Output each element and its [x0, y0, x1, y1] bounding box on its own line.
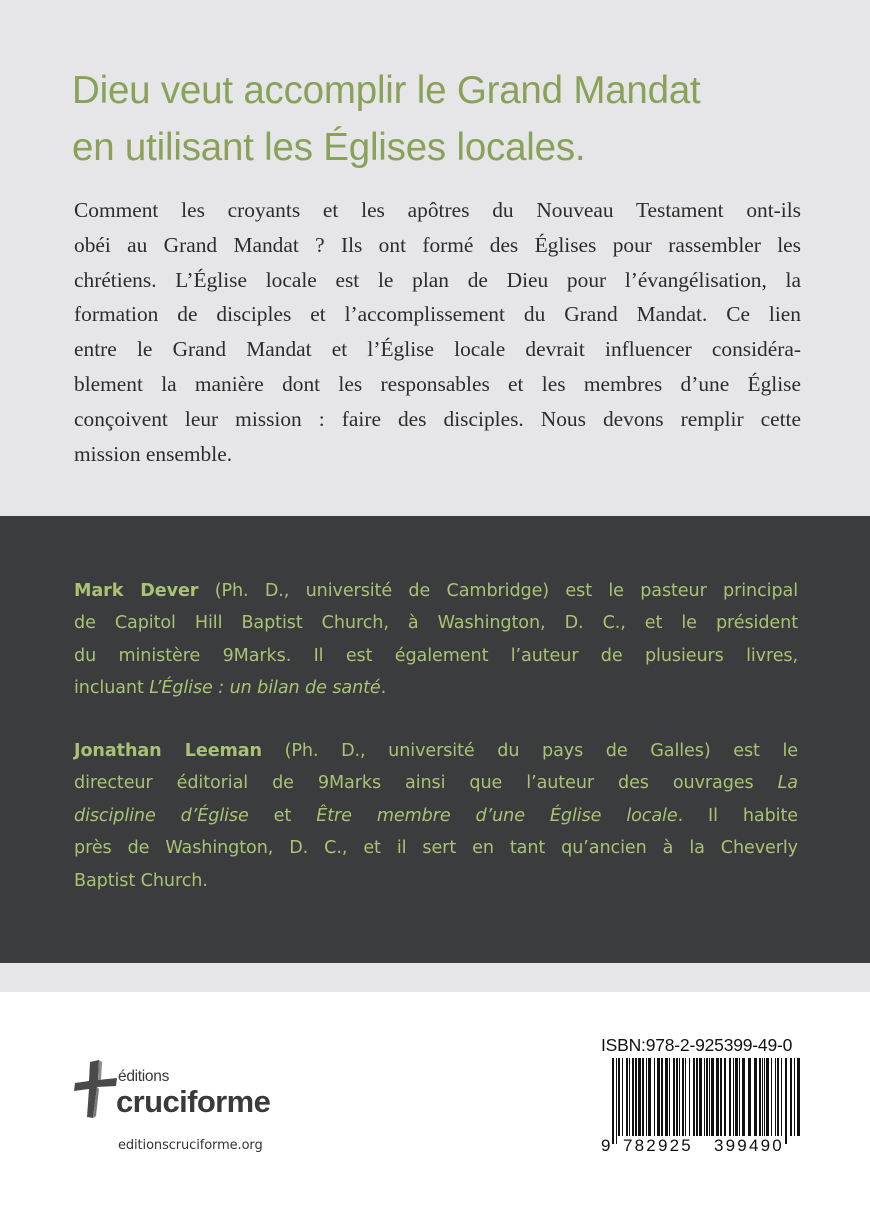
barcode-bar	[735, 1058, 738, 1136]
headline-line: Dieu veut accomplir le Grand Mandat	[72, 69, 701, 112]
barcode-bar	[716, 1058, 719, 1136]
barcode-bar	[682, 1058, 684, 1136]
logo-cruciforme-text: cruciforme	[116, 1084, 271, 1119]
barcode-bar	[657, 1058, 660, 1136]
barcode-bar	[618, 1058, 620, 1136]
barcode-bar	[616, 1058, 617, 1144]
description-line: blement la manière dont les responsables et les membres d’une Église	[74, 371, 801, 396]
cross-icon	[72, 1058, 120, 1120]
barcode-bar	[764, 1058, 765, 1136]
barcode-bar	[676, 1058, 678, 1136]
barcode-bar	[766, 1058, 769, 1136]
barcode-bar	[706, 1058, 708, 1136]
barcode-bar	[759, 1058, 761, 1136]
description-line: Comment les croyants et les apôtres du Nouveau Testament ont-ils	[74, 198, 801, 222]
barcode-bar	[704, 1058, 705, 1136]
barcode-bar	[661, 1058, 663, 1136]
barcode-bar	[724, 1058, 726, 1136]
description-line: obéi au Grand Mandat ? Ils ont formé des Églises pour rassembler les	[74, 232, 801, 257]
description-line: entre le Grand Mandat et l’Église locale devrait influencer considéra-	[74, 337, 801, 362]
publisher-website: editionscruciforme.org	[118, 1138, 263, 1153]
barcode-bar	[648, 1058, 651, 1136]
barcode-bar	[711, 1058, 714, 1136]
book-title: L’Église : un bilan de santé	[149, 678, 381, 699]
barcode-bar	[797, 1058, 800, 1136]
barcode-digits-left: 782925	[623, 1136, 693, 1155]
barcode-bar	[729, 1058, 731, 1136]
author-bio-leeman	[74, 735, 798, 897]
bio-line: Baptist Church.	[74, 870, 208, 891]
description-line: conçoivent leur mission : faire des disciples. Nous devons remplir cette	[74, 406, 801, 431]
barcode-bar	[679, 1058, 680, 1136]
bio-line: Jonathan Leeman (Ph. D., université du pays de Galles) est le	[74, 741, 799, 761]
bio-line: de Capitol Hill Baptist Church, à Washington, D. C., et le président	[74, 613, 798, 634]
barcode-bar	[689, 1058, 690, 1136]
barcode-bar	[762, 1058, 763, 1136]
barcode-bar	[622, 1058, 623, 1136]
barcode-bar	[646, 1058, 647, 1136]
barcode-bar	[612, 1058, 614, 1144]
barcode-bar	[699, 1058, 702, 1136]
description-line: chrétiens. L’Église locale est le plan de Dieu pour l’évangélisation, la	[74, 267, 801, 292]
description-line: formation de disciples et l’accomplissement du Grand Mandat. Ce lien	[74, 302, 801, 327]
barcode-bar	[635, 1058, 637, 1136]
logo-editions-text: éditions	[118, 1068, 170, 1085]
barcode-bar	[785, 1058, 787, 1144]
bio-line: du ministère 9Marks. Il est également l’auteur de plusieurs livres,	[74, 645, 798, 666]
author-bio-dever	[74, 575, 798, 705]
barcode-digit-first: 9	[601, 1136, 611, 1155]
barcode-bar	[781, 1058, 782, 1144]
book-title: Être membre d’une Église locale	[316, 805, 678, 826]
barcode-bar	[742, 1058, 745, 1136]
barcode-bar	[693, 1058, 695, 1136]
author-name: Jonathan Leeman	[74, 741, 262, 761]
book-title: La	[777, 773, 798, 794]
barcode-bar	[739, 1058, 740, 1136]
book-title: discipline d’Église	[74, 805, 249, 826]
barcode-bar	[685, 1058, 686, 1136]
bio-line: Mark Dever (Ph. D., université de Cambridge) est le pasteur principal	[74, 581, 799, 601]
barcode-bar	[777, 1058, 779, 1144]
barcode-bar	[771, 1058, 772, 1136]
barcode	[600, 1058, 804, 1148]
barcode-bar	[642, 1058, 644, 1136]
description-line: mission ensemble.	[74, 441, 233, 466]
barcode-bar	[733, 1058, 734, 1136]
headline	[72, 62, 832, 176]
barcode-bar	[696, 1058, 698, 1136]
barcode-bar	[673, 1058, 675, 1136]
barcode-bar	[748, 1058, 751, 1136]
barcode-digits	[600, 1136, 804, 1158]
barcode-bar	[629, 1058, 630, 1136]
bio-line: près de Washington, D. C., et il sert en tant qu’ancien à la Cheverly	[74, 838, 798, 859]
bio-line: discipline d’Église et Être membre d’une Église locale. Il habite	[74, 805, 798, 826]
barcode-bar	[790, 1058, 792, 1136]
barcode-bar	[638, 1058, 641, 1136]
barcode-digits-right: 399490	[714, 1136, 784, 1155]
bio-line: incluant L’Église : un bilan de santé.	[74, 678, 387, 699]
barcode-bar	[626, 1058, 628, 1136]
barcode-bar	[709, 1058, 710, 1136]
barcode-bar	[754, 1058, 757, 1136]
barcode-bar	[632, 1058, 634, 1136]
bio-line: directeur éditorial de 9Marks ainsi que l’auteur des ouvrages La	[74, 773, 798, 794]
publisher-logo	[72, 1058, 302, 1126]
isbn-label: ISBN:978-2-925399-49-0	[601, 1035, 793, 1055]
barcode-bar	[665, 1058, 668, 1136]
barcode-bar	[654, 1058, 655, 1136]
description	[74, 193, 801, 471]
barcode-bar	[794, 1058, 795, 1136]
author-name: Mark Dever	[74, 581, 199, 601]
headline-line: en utilisant les Églises locales.	[72, 126, 586, 169]
barcode-bar	[669, 1058, 670, 1136]
barcode-bar	[775, 1058, 776, 1136]
barcode-bar	[720, 1058, 722, 1136]
